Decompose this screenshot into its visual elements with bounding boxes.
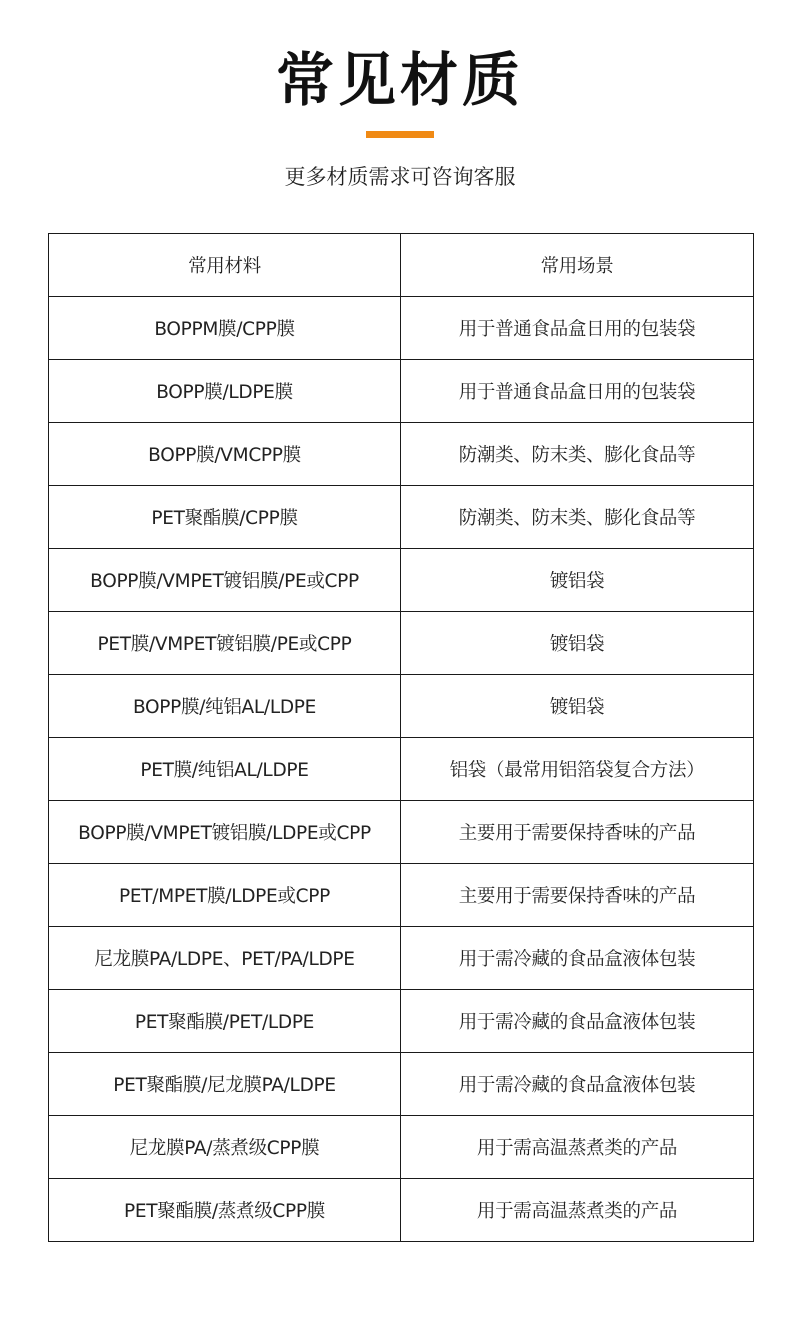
table-row xyxy=(49,990,754,1053)
table-row xyxy=(49,864,754,927)
material-cell: 尼龙膜PA/蒸煮级CPP膜 xyxy=(49,1116,401,1179)
table-row xyxy=(49,297,754,360)
scene-cell: 用于需高温蒸煮类的产品 xyxy=(401,1116,754,1179)
table-row xyxy=(49,360,754,423)
material-cell: 尼龙膜PA/LDPE、PET/PA/LDPE xyxy=(49,927,401,990)
material-cell: PET聚酯膜/尼龙膜PA/LDPE xyxy=(49,1053,401,1116)
scene-cell: 镀铝袋 xyxy=(401,612,754,675)
scene-cell: 镀铝袋 xyxy=(401,549,754,612)
scene-cell: 主要用于需要保持香味的产品 xyxy=(401,801,754,864)
material-cell: PET/MPET膜/LDPE或CPP xyxy=(49,864,401,927)
table-row xyxy=(49,675,754,738)
page-title: 常见材质 xyxy=(275,46,524,114)
material-cell: PET膜/VMPET镀铝膜/PE或CPP xyxy=(49,612,401,675)
table-row xyxy=(49,612,754,675)
table-row xyxy=(49,927,754,990)
material-cell: PET聚酯膜/PET/LDPE xyxy=(49,990,401,1053)
materials-table xyxy=(48,233,754,1242)
material-cell: BOPP膜/VMPET镀铝膜/PE或CPP xyxy=(49,549,401,612)
table-header-row xyxy=(49,234,754,297)
scene-cell: 用于普通食品盒日用的包装袋 xyxy=(401,297,754,360)
material-cell: PET膜/纯铝AL/LDPE xyxy=(49,738,401,801)
table-row xyxy=(49,1116,754,1179)
table-row xyxy=(49,486,754,549)
material-cell: BOPP膜/VMCPP膜 xyxy=(49,423,401,486)
table-row xyxy=(49,1179,754,1242)
scene-cell: 用于需冷藏的食品盒液体包装 xyxy=(401,927,754,990)
scene-cell: 防潮类、防末类、膨化食品等 xyxy=(401,423,754,486)
table-row xyxy=(49,549,754,612)
page-subtitle: 更多材质需求可咨询客服 xyxy=(284,165,516,189)
table-row xyxy=(49,423,754,486)
scene-cell: 铝袋（最常用铝箔袋复合方法） xyxy=(401,738,754,801)
material-cell: BOPP膜/VMPET镀铝膜/LDPE或CPP xyxy=(49,801,401,864)
table-row xyxy=(49,1053,754,1116)
scene-cell: 用于需冷藏的食品盒液体包装 xyxy=(401,990,754,1053)
column-header-scene: 常用场景 xyxy=(401,234,754,297)
table-row xyxy=(49,801,754,864)
scene-cell: 镀铝袋 xyxy=(401,675,754,738)
title-accent-bar xyxy=(366,131,434,138)
column-header-material: 常用材料 xyxy=(49,234,401,297)
table-row xyxy=(49,738,754,801)
material-cell: PET聚酯膜/蒸煮级CPP膜 xyxy=(49,1179,401,1242)
scene-cell: 主要用于需要保持香味的产品 xyxy=(401,864,754,927)
material-cell: PET聚酯膜/CPP膜 xyxy=(49,486,401,549)
material-cell: BOPP膜/纯铝AL/LDPE xyxy=(49,675,401,738)
scene-cell: 用于需高温蒸煮类的产品 xyxy=(401,1179,754,1242)
scene-cell: 防潮类、防末类、膨化食品等 xyxy=(401,486,754,549)
material-cell: BOPPM膜/CPP膜 xyxy=(49,297,401,360)
scene-cell: 用于需冷藏的食品盒液体包装 xyxy=(401,1053,754,1116)
scene-cell: 用于普通食品盒日用的包装袋 xyxy=(401,360,754,423)
material-cell: BOPP膜/LDPE膜 xyxy=(49,360,401,423)
